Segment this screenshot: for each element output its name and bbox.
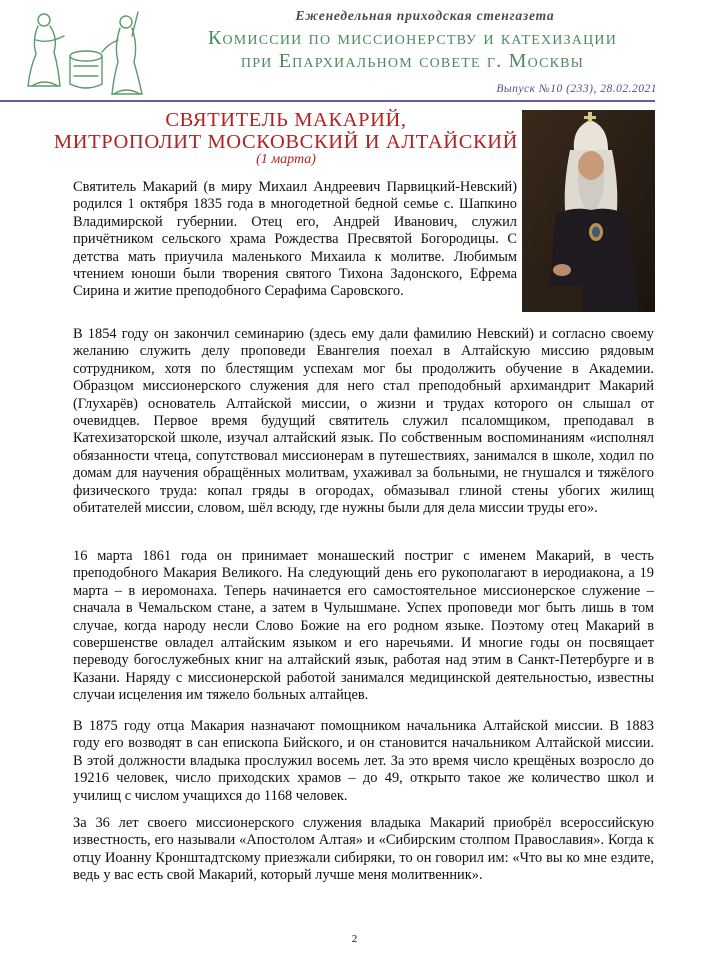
logo-icon [14,6,164,98]
header-divider [0,100,655,102]
article-paragraph-2: В 1854 году он закончил семинарию (здесь ему дали фамилию Невский) и согласно своему желанию служить делу проповеди Евангелия поехал в Алтайскую миссию рядовым сотрудником, хотя по блестящим успехам мог бы продолжить обучение в Академии. Образцом миссионерского служения для него стал преподобный архимандрит Макарий (Глухарёв) основатель Алтайской миссии, о жизни и трудах которого он слышал от очевидцев. Первое время будущий святитель служил псаломщиком, преподавал в Катехизаторской школе, изучал алтайский язык. По собственным воспоминаниям «исполнял обязанности чтеца, сопутствовал миссионерам в путешествиях, занимался в школе, ходил по домам для научения обращённых молитвам, ухаживал за больными, не гнушался и тяжёлого физического труда: копал гряды в огородах, обмазывал глиной стены убогих жилищ обитателей миссии, словом, шёл всюду, где нужны были для дела миссии труды его». [73,326,654,517]
header-title-line2: при Епархиальном совете г. Москвы [240,50,585,72]
header-title-line1: Комиссии по миссионерству и катехизации [207,27,618,49]
portrait-image [522,110,655,312]
article-paragraph-1: Святитель Макарий (в миру Михаил Андреевич Парвицкий-Невский) родился 1 октября 1835 года в многодетной бедной семье с. Шапкино Владимирской губернии. Отец его, Андрей Иванович, служил причётником сельского храма Рождества Пресвятой Богородицы. С детства мать приучила маленького Михаила к молитве. Любимым чтением юноши были творения святого Тихона Задонского, Ефрема Сирина и житие преподобного Серафима Саровского. [73,179,517,300]
article-paragraph-5: За 36 лет своего миссионерского служения владыка Макарий приобрёл всероссийскую известность, его называли «Апостолом Алтая» и «Сибирским столпом Православия». Когда к отцу Иоанну Кронштадтскому приезжали сибиряки, то он говорил им: «Что вы ко мне ездите, ведь у вас есть свой Макарий, который лучше меня молитвенник». [73,815,654,884]
article-paragraph-3: 16 марта 1861 года он принимает монашеский постриг с именем Макарий, в честь преподобного Макария Великого. На следующий день его рукополагают в иеродиакона, а 19 марта – в иеромонаха. Теперь начинается его самостоятельное миссионерское служение – сначала в Чемальском стане, а затем в Чулышмане. Успех проповеди мог быть лишь в том случае, когда народу несли Слово Божие на его родном языке. Поэтому отец Макарий в совершенстве овладел алтайским языком и его наречьями. И многие годы он посвящает переводу богослужебных книг на алтайский язык, работая над этим в Санкт-Петербурге и в Казани. Наряду с миссионерской работой занимался медицинской деятельностью, известны случаи исцеления им тяжело больных алтайцев. [73,548,654,704]
issue-number: Выпуск №10 (233), 28.02.2021 [496,83,657,95]
article-paragraph-4: В 1875 году отца Макария назначают помощником начальника Алтайской миссии. В 1883 году его возводят в сан епископа Бийского, и он становится начальником Алтайской миссии. В этой должности владыка прослужил восемь лет. За это время число крещёных возросло до 19216 человек, число приходских храмов – до 49, открыто такое же количество школ и училищ с числом учащихся до 1168 человек. [73,718,654,804]
article-date: (1 марта) [256,152,316,167]
page-number: 2 [351,933,358,945]
masthead [0,0,709,106]
header-subtitle: Еженедельная приходская стенгазета [295,8,555,23]
article-title-line2: МИТРОПОЛИТ МОСКОВСКИЙ И АЛТАЙСКИЙ [53,131,519,153]
article-title-line1: СВЯТИТЕЛЬ МАКАРИЙ, [165,109,407,131]
